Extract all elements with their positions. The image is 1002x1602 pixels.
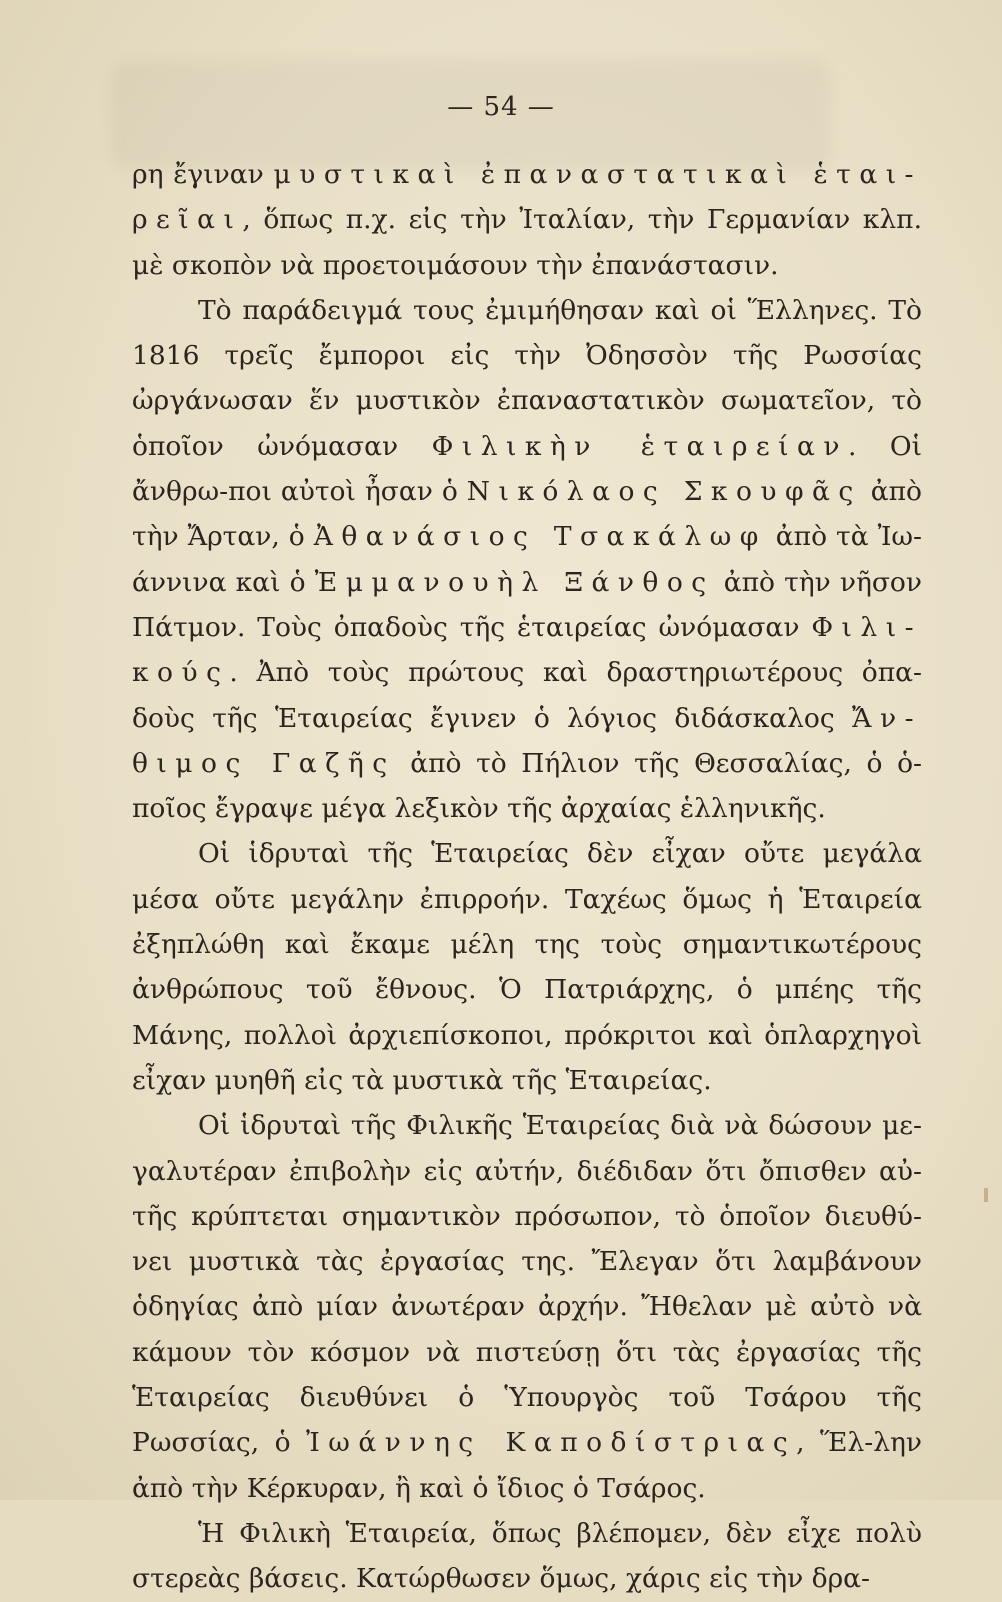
emphasized-name: Ἐμμανουὴλ Ξάνθος: [314, 566, 715, 598]
text-run: ἀπὸ τὴν Ἄρταν, ὁ: [132, 476, 922, 553]
emphasized-name: Ἰωάννης Καποδίστριας: [306, 1427, 797, 1459]
emphasized-name: Ἀθανάσιος Τσακάλωφ: [313, 521, 767, 553]
text-run: . Ἀπὸ τοὺς πρώτους καὶ δραστηριωτέρους ὀπα-δοὺς τῆς Ἑταιρείας ἔγινεν ὁ λόγιος διδάσκαλος: [132, 657, 922, 734]
text-run: ἀπὸ τὸ Πήλιον τῆς Θεσσαλίας, ὁ ὁ-ποῖος ἔγραψε μέγα λεξικὸν τῆς ἀρχαίας ἑλληνικῆς.: [132, 747, 922, 825]
page-number: — 54 —: [447, 92, 555, 122]
margin-mark: [984, 1188, 988, 1202]
emphasized-name: μυστικαὶ ἐπαναστατικαὶ ἑται-ρεῖαι: [132, 159, 922, 236]
emphasized-name: Φιλι-κούς: [132, 611, 922, 689]
text-run: ἀπὸ τὰ Ἰω-άννινα καὶ ὁ: [132, 521, 922, 598]
paragraph: [132, 831, 922, 1103]
paragraph: [132, 288, 922, 832]
text-run: . Οἱ ἄνθρω-ποι αὐτοὶ ἦσαν ὁ: [132, 430, 922, 508]
text-run: , ὅπως π.χ. εἰς τὴν Ἰταλίαν, τὴν Γερμανίαν κλπ. μὲ σκοπὸν νὰ προετοιμάσουν τὴν ἐπανάστασιν.: [132, 204, 922, 281]
text-run: Τὸ παράδειγμά τους ἐμιμήθησαν καὶ οἱ Ἕλληνες. Τὸ 1816 τρεῖς ἔμποροι εἰς τὴν Ὀδησσὸν τῆς Ρωσσίας ὠργάνωσαν ἕν μυστικὸν ἐπαναστατικὸν σωματεῖον, τὸ ὁποῖον ὠνόμασαν: [132, 294, 922, 462]
text-run: Οἱ ἱδρυταὶ τῆς Φιλικῆς Ἑταιρείας διὰ νὰ δώσουν με-γαλυτέραν ἐπιβολὴν εἰς αὐτήν, διέδιδαν ὅτι ὄπισθεν αὐ-τῆς κρύπτεται σημαντικὸν πρόσωπον, τὸ ὁποῖον διευθύ-νει μυστικὰ τὰς ἐργασίας της. Ἔλεγαν ὅτι λαμβάνουν ὁδηγίας ἀπὸ μίαν ἀνωτέραν ἀρχήν. Ἤθελαν μὲ αὐτὸ νὰ κάμουν τὸν κόσμον νὰ πιστεύσῃ ὅτι τὰς ἐργασίας τῆς Ἑταιρείας διευθύνει ὁ Ὑπουργὸς τοῦ Τσάρου τῆς Ρωσσίας, ὁ: [132, 1110, 922, 1459]
text-run: Οἱ ἱδρυταὶ τῆς Ἑταιρείας δὲν εἶχαν οὔτε μεγάλα μέσα οὔτε μεγάλην ἐπιρροήν. Ταχέως ὅμως ἡ Ἑταιρεία ἐξηπλώθη καὶ ἔκαμε μέλη της τοὺς σημαντικωτέρους ἀνθρώπους τοῦ ἔθνους. Ὁ Πατριάρχης, ὁ μπέης τῆς Μάνης, πολλοὶ ἀρχιεπίσκοποι, πρόκριτοι καὶ ὁπλαρχηγοὶ εἶχαν μυηθῆ εἰς τὰ μυστικὰ τῆς Ἑταιρείας.: [132, 838, 922, 1096]
paragraph: [132, 152, 922, 288]
paragraph: [132, 1103, 922, 1511]
emphasized-name: Ἄν-θιμος Γαζῆς: [132, 702, 922, 779]
text-run: Ἡ Φιλικὴ Ἑταιρεία, ὅπως βλέπομεν, δὲν εἶχε πολὺ στερεὰς βάσεις. Κατώρθωσεν ὅμως, χάρις εἰς τὴν δρα-: [132, 1517, 922, 1595]
body-text: [132, 152, 922, 1602]
emphasized-name: Νικόλαος Σκουφᾶς: [466, 476, 862, 508]
text-run: ἀπὸ τὴν νῆσον Πάτμον. Τοὺς ὀπαδοὺς τῆς ἑταιρείας ὠνόμασαν: [132, 566, 922, 643]
paragraph: [132, 1511, 922, 1602]
emphasized-name: Φιλικὴν ἑταιρείαν: [431, 430, 848, 462]
text-run: , Ἕλ-λην ἀπὸ τὴν Κέρκυραν, ἢ καὶ ὁ ἴδιος ὁ Τσάρος.: [132, 1427, 922, 1504]
text-run: ρη ἔγιναν: [132, 159, 274, 190]
